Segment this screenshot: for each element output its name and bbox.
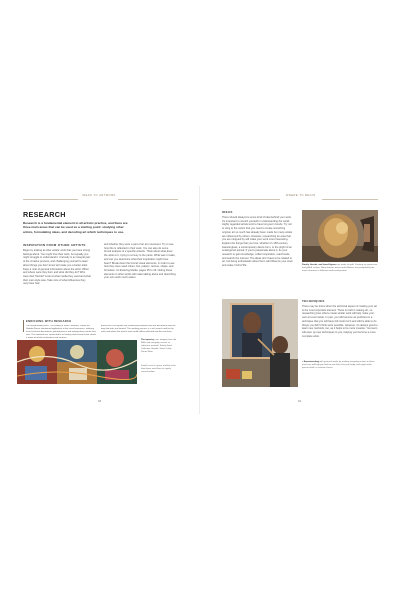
tapestry-caption-bold: The tapestry <box>141 339 155 341</box>
page-number-right: 19 <box>298 400 301 403</box>
running-head-rule-right-2 <box>322 199 378 200</box>
sidebar-text: The mixed-media piece, The Family of Saint Catherine, shows the Gaudet-Penas intertwined applied-art in the visual resources, referring to art historical documents, painted pieces and making these works their own. The materials are connected to art history and research that shows a range of artistic techniques and sources. <box>26 325 96 338</box>
sculpture-caption-text: are made of gold. Creating an expressive and gilded surface. Many famous artists and followers are prompted by the same character in different media and periods. <box>302 264 378 272</box>
experimenting-caption <box>302 361 378 370</box>
running-head-right: WHERE TO BEGIN <box>286 194 316 197</box>
right-page <box>200 186 400 414</box>
left-page <box>0 186 200 414</box>
inspiration-heading: INSPIRATION FROM OTHER ARTISTS <box>23 243 86 247</box>
inspiration-text-1: Begin by looking at other artists' work that you have strong feelings about. You might love their work, but equally you might struggle to understand it. Curiosity is an integral part of the creative process, and challenging yourself to learn about things you don't know will make you a better artist. Keep a note of general information about the artist. When and where were they born and what did they do? Who were their friends? Look at what media they used and what their main style was. Take note of what influences they may have had <box>23 249 91 286</box>
experimenting-caption-bold: Experimenting <box>303 361 319 363</box>
running-head-rule-right <box>222 199 280 200</box>
painting-photo-svg <box>222 299 298 387</box>
ideas-text: There should always be some kind of idea behind your work. It's important to stretch yourself in understanding the world. Highly regarded artists tend to have long-term bonds. Try not to cling to the notion that you need to create something original, art so much has already been made but many artists are influenced by others. However, researching an area that you are intrigued by will make your work more interesting. Explore the things that you love, whether it's 15th-century stained-glass, a contemporary dance form, or the plight of an endangered animal. If you're passionate about it, do your research to gain knowledge, collect inspiration, read books, and search the internet. The ideas don't have to be related to art, but being enthusiastic about them will influence your work and make it full of life. <box>222 216 293 268</box>
experimenting-caption-text: with gestural marks by making sweeping actions in these exercises will help you find the mix that suits your body, and might make person artist's a creative choice. <box>302 361 375 369</box>
running-head-rule-left <box>23 199 78 200</box>
techniques-text: There may be times when the technical aspect of making your art is the most important element. There is craft in making art, so researching how others create similar work will help make your own art even better. In part, you will become as proficient in a technique that you will have full control of it and will be able to do things you didn't think were possible. However, it's always good to learn new methods, too, as it helps to be more creative. You learn will open up new techniques to you, helping you become a more complete artist. <box>302 305 378 338</box>
tapestry-artwork-svg <box>17 340 137 384</box>
tapestry-caption-text: uses imagery from the Bible and everyday scenes as reference material. Family Saint Catherine Gaudet, Sister Cathy Penas Fiber <box>141 339 177 353</box>
sidebar-text-2: processes in to explore the relationship between text and documents and the way that texts are formed. This working process is a rich search and for the artist and where the artist's work could still be reflected and the new form. <box>101 325 176 333</box>
research-sidebar <box>23 320 176 382</box>
painting-photo <box>222 299 298 387</box>
sidebar-accent-bar <box>23 320 24 332</box>
detail-caption: Details such as space and the artist have been used here to signify sacred realms. <box>141 365 176 373</box>
sculpture-photo-svg <box>302 210 378 262</box>
techniques-section <box>302 299 378 357</box>
tapestry-caption <box>141 339 177 354</box>
page-title: RESEARCH <box>23 210 66 219</box>
page-number-left: 18 <box>98 400 101 403</box>
inspiration-column-2 <box>104 243 176 305</box>
sculpture-caption-bold: Family, friends, and loved figures <box>302 264 337 266</box>
caption-arrow-icon: ▸ <box>302 361 304 363</box>
inspiration-column-1 <box>23 243 91 312</box>
ideas-heading: IDEAS <box>222 210 233 214</box>
sidebar-heading: ENRICHING WITH RESEARCH <box>26 320 72 323</box>
running-head-left: IDEAS TO ARTWORK <box>82 194 116 197</box>
intro-paragraph: Research is a fundamental element in all artistic practice, and there are three main areas that can be used as a starting point: studying other artists, formulating ideas, and decoding art which techniques to use. <box>23 221 128 234</box>
sculpture-photo <box>302 210 378 262</box>
inspiration-text-2: and whether they were a part of an art movement. Try to see how this is reflected in their work. You can also do some formal analysis of a specific artwork. Think about what drew the artist to it, trying to convey to the piece. What was it made, and can you determine what their inspiration might have been? Break down the formal visual elements, in order to see how they were used colour, line, pattern, texture, shape, and formation. An Evolving Media, pages 35 to 43. Noting these elements in other works will make talking about and describing your own work much easier. <box>104 243 176 280</box>
running-head-rule-left-2 <box>118 199 178 200</box>
sculpture-caption <box>302 264 378 273</box>
ideas-section <box>222 210 294 302</box>
techniques-heading: TECHNIQUES <box>302 299 325 303</box>
tapestry-artwork-image <box>17 340 137 384</box>
book-spread <box>0 186 400 414</box>
